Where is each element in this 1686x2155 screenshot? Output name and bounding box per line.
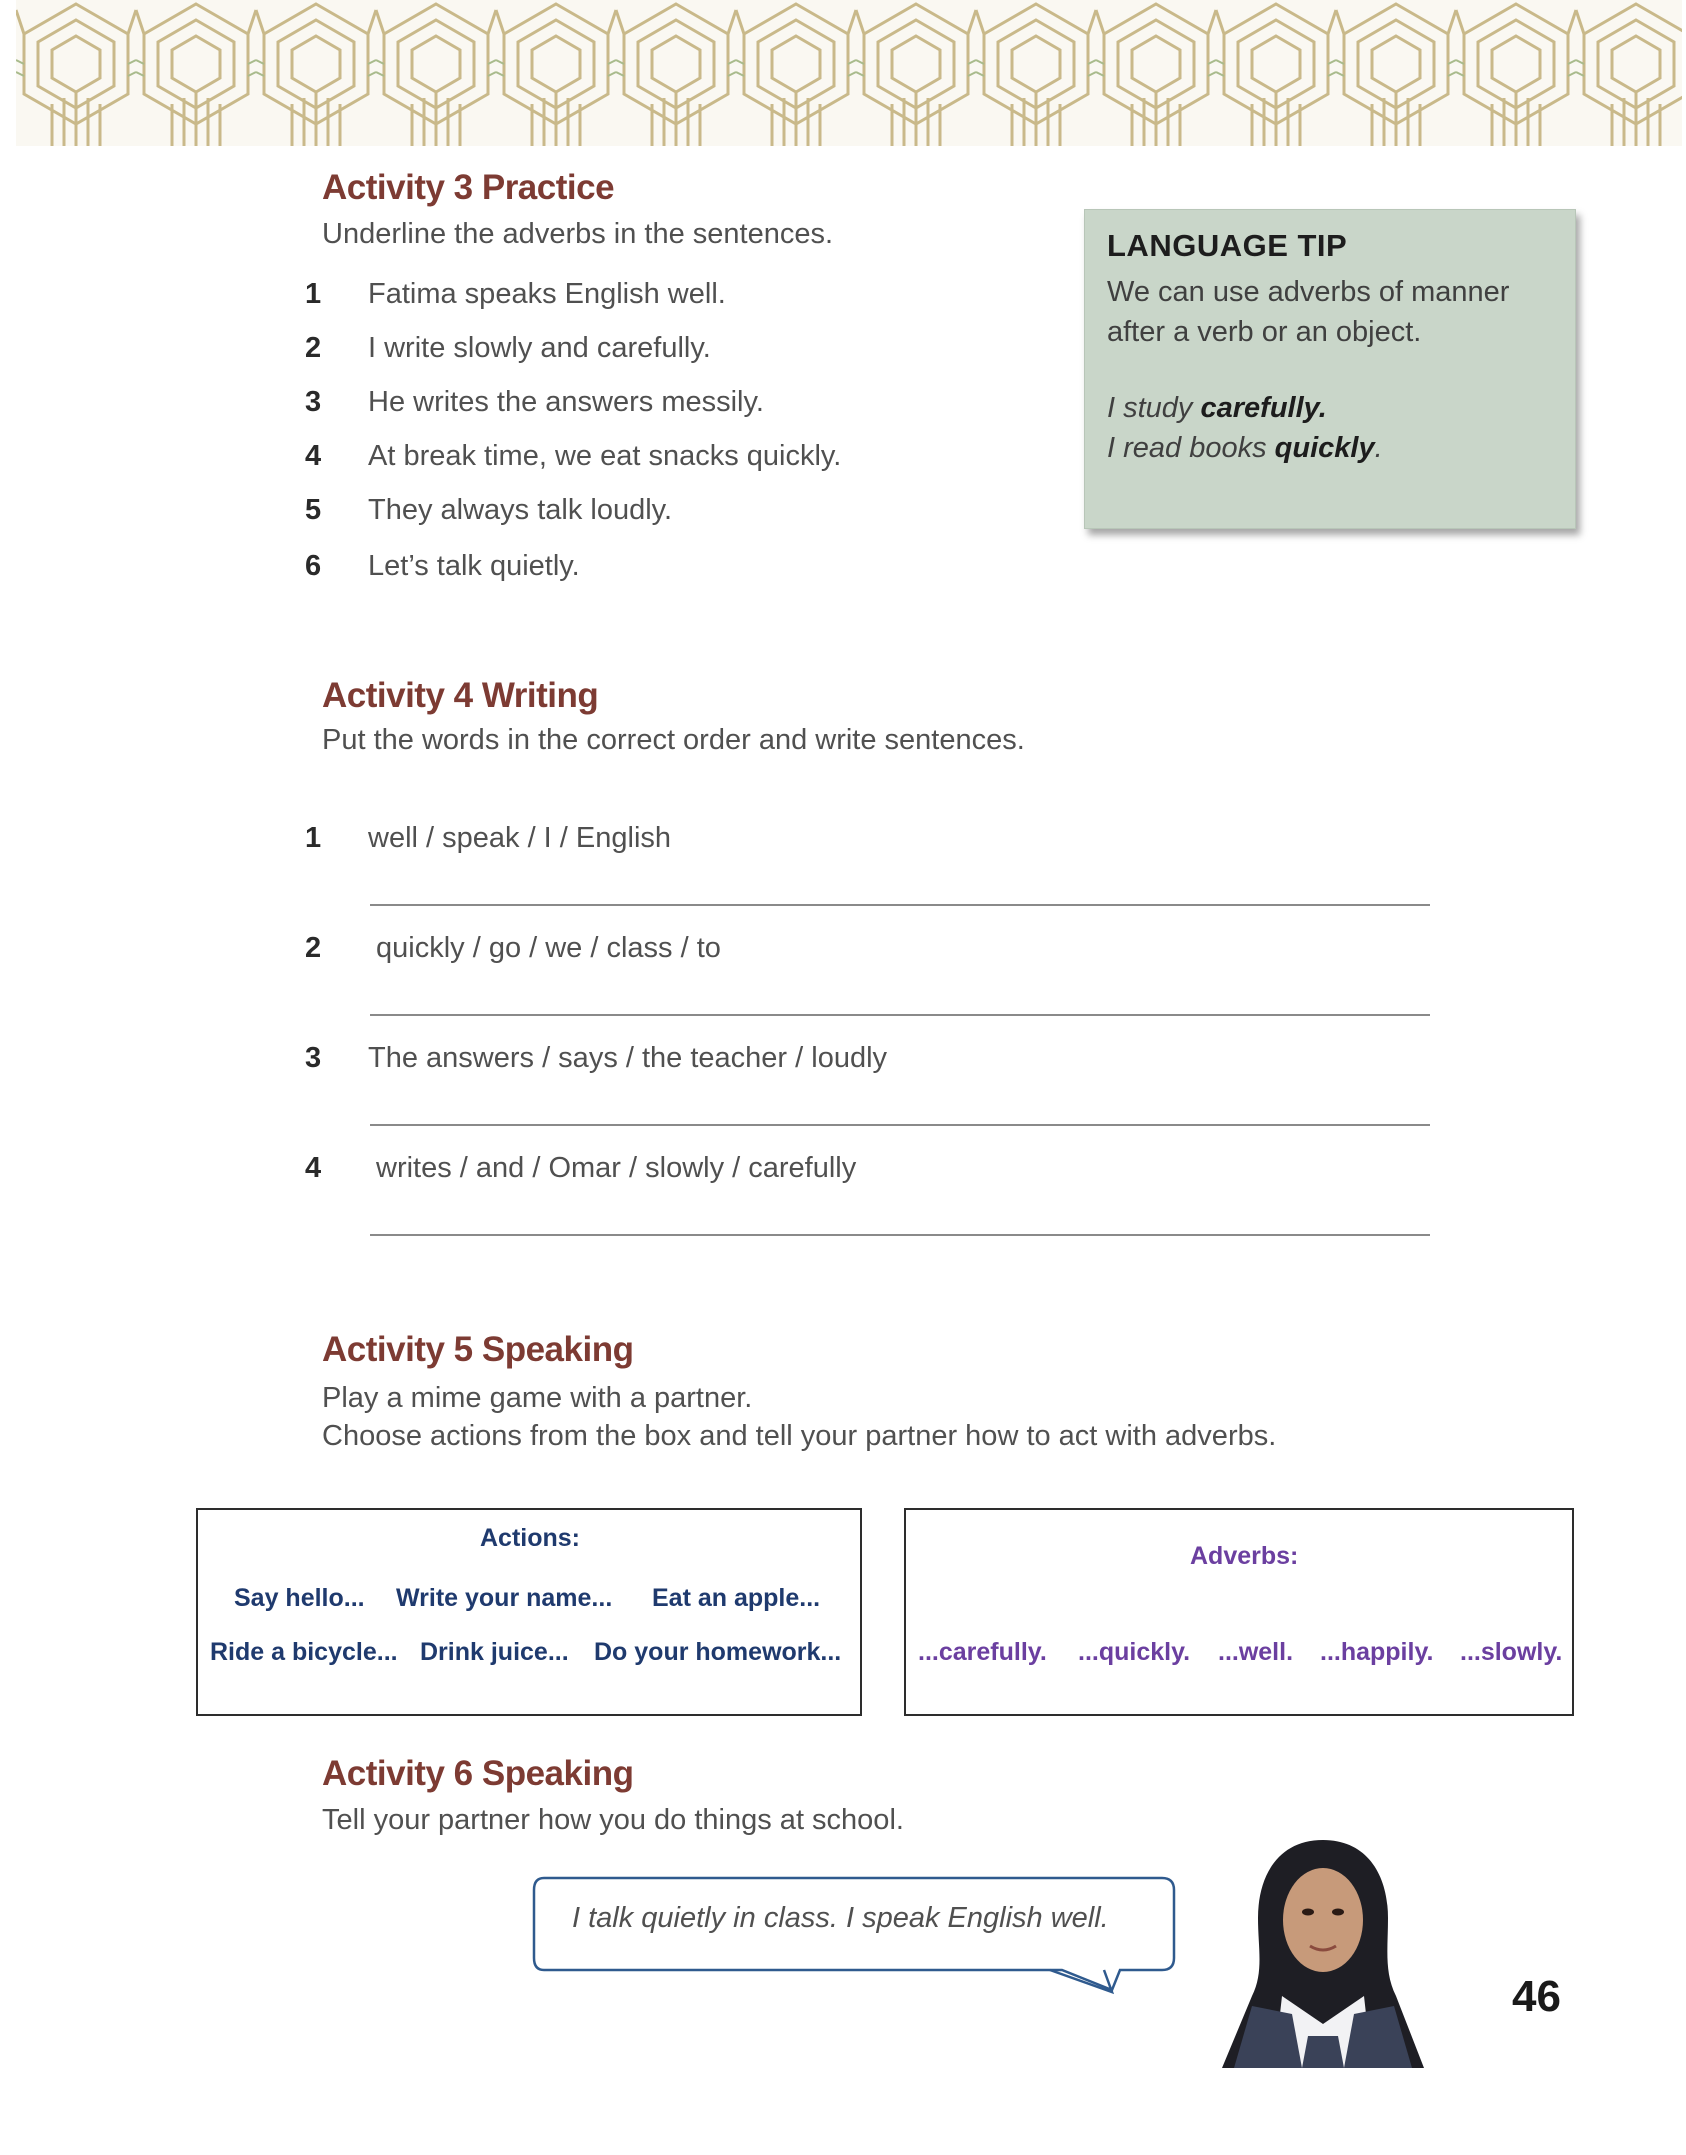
activity6-instruction: Tell your partner how you do things at school. [322, 1804, 904, 1836]
list-item-number: 1 [305, 278, 322, 310]
list-item-number: 2 [305, 932, 322, 964]
actions-box [196, 1508, 862, 1716]
list-item: He writes the answers messily. [368, 386, 764, 418]
answer-line[interactable] [370, 1124, 1430, 1126]
activity4-instruction: Put the words in the correct order and write sentences. [322, 724, 1025, 756]
actions-title: Actions: [480, 1524, 580, 1552]
list-item: Let’s talk quietly. [368, 550, 580, 582]
example1-text: I study [1107, 392, 1201, 424]
activity3-heading: Activity 3 Practice [322, 168, 615, 207]
language-tip-body: We can use adverbs of manner after a verb or an object. [1107, 276, 1510, 348]
answer-line[interactable] [370, 1014, 1430, 1016]
adverb-word: ...well. [1218, 1638, 1294, 1666]
list-item: The answers / says / the teacher / loudly [368, 1042, 888, 1074]
example1-adverb: carefully. [1200, 392, 1327, 424]
example2-period: . [1374, 432, 1383, 464]
action-word: Ride a bicycle... [210, 1638, 398, 1666]
adverb-word: ...slowly. [1460, 1638, 1563, 1666]
list-item: writes / and / Omar / slowly / carefully [376, 1152, 857, 1184]
activity6-heading: Activity 6 Speaking [322, 1754, 634, 1793]
list-item: well / speak / I / English [368, 822, 672, 854]
decorative-banner [16, 0, 1682, 146]
list-item-number: 2 [305, 332, 322, 364]
action-word: Do your homework... [594, 1638, 842, 1666]
list-item: I write slowly and carefully. [368, 332, 711, 364]
list-item-number: 5 [305, 494, 322, 526]
list-item-number: 3 [305, 386, 322, 418]
page-number: 46 [1512, 1972, 1561, 2021]
language-tip-examples [1107, 388, 1383, 468]
list-item: At break time, we eat snacks quickly. [368, 440, 842, 472]
action-word: Say hello... [234, 1584, 365, 1612]
example2-adverb: quickly [1274, 432, 1375, 464]
activity5-instruction-2: Choose actions from the box and tell your partner how to act with adverbs. [322, 1420, 1277, 1452]
action-word: Drink juice... [420, 1638, 569, 1666]
list-item-number: 3 [305, 1042, 322, 1074]
activity4-heading: Activity 4 Writing [322, 676, 599, 715]
adverbs-title: Adverbs: [1190, 1542, 1299, 1570]
list-item-number: 4 [305, 440, 322, 472]
student-photo [1212, 1836, 1434, 2068]
language-tip-title: LANGUAGE TIP [1107, 228, 1348, 263]
speech-bubble [530, 1874, 1180, 1998]
speech-bubble-text: I talk quietly in class. I speak English well. [572, 1902, 1109, 1934]
language-tip-box [1084, 209, 1576, 529]
list-item-number: 1 [305, 822, 322, 854]
list-item: They always talk loudly. [368, 494, 673, 526]
answer-line[interactable] [370, 1234, 1430, 1236]
list-item: Fatima speaks English well. [368, 278, 726, 310]
list-item-number: 4 [305, 1152, 322, 1184]
example2-text: I read books [1107, 432, 1275, 464]
adverb-word: ...quickly. [1078, 1638, 1191, 1666]
adverb-word: ...happily. [1320, 1638, 1434, 1666]
action-word: Eat an apple... [652, 1584, 821, 1612]
adverb-word: ...carefully. [918, 1638, 1047, 1666]
answer-line[interactable] [370, 904, 1430, 906]
action-word: Write your name... [396, 1584, 613, 1612]
list-item: quickly / go / we / class / to [376, 932, 721, 964]
activity5-instruction-1: Play a mime game with a partner. [322, 1382, 753, 1414]
activity3-instruction: Underline the adverbs in the sentences. [322, 218, 834, 250]
list-item-number: 6 [305, 550, 322, 582]
activity5-heading: Activity 5 Speaking [322, 1330, 634, 1369]
adverbs-box [904, 1508, 1574, 1716]
